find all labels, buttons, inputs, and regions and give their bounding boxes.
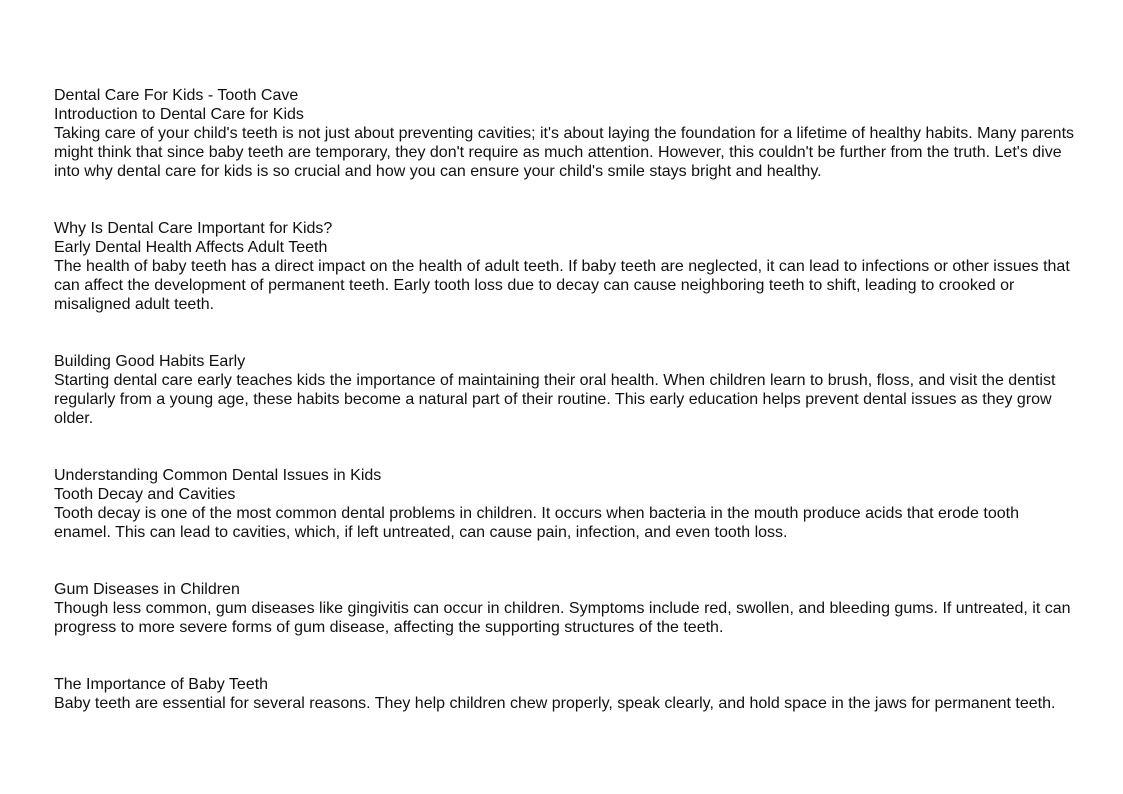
gum-diseases-paragraph: Though less common, gum diseases like gingivitis can occur in children. Symptoms include red, swollen, and bleeding gums. If untreated, it can progress to more severe forms of gum disease, affecting the supporting structures of the teeth.	[54, 600, 1071, 636]
baby-teeth-section	[54, 675, 1079, 713]
why-important-heading: Why Is Dental Care Important for Kids?	[54, 220, 333, 237]
tooth-decay-paragraph: Tooth decay is one of the most common dental problems in children. It occurs when bacteria in the mouth produce acids that erode tooth enamel. This can lead to cavities, which, if left untreated, can cause pain, infection, and even tooth loss.	[54, 505, 1019, 541]
common-issues-section	[54, 466, 1079, 542]
page-title: Dental Care For Kids - Tooth Cave	[54, 87, 299, 104]
tooth-decay-subheading: Tooth Decay and Cavities	[54, 486, 236, 503]
document-body	[54, 86, 1079, 751]
baby-teeth-heading: The Importance of Baby Teeth	[54, 676, 269, 693]
habits-section	[54, 352, 1079, 428]
intro-paragraph: Taking care of your child's teeth is not just about preventing cavities; it's about laying the foundation for a lifetime of healthy habits. Many parents might think that since baby teeth are temporary, they don't require as much attention. However, this couldn't be further from the truth. Let's dive into why dental care for kids is so crucial and how you can ensure your child's smile stays bright and healthy.	[54, 125, 1075, 180]
early-dental-health-paragraph: The health of baby teeth has a direct impact on the health of adult teeth. If baby teeth are neglected, it can lead to infections or other issues that can affect the development of permanent teeth. Early tooth loss due to decay can cause neighboring teeth to shift, leading to crooked or misaligned adult teeth.	[54, 258, 1070, 313]
habits-paragraph: Starting dental care early teaches kids the importance of maintaining their oral health. When children learn to brush, floss, and visit the dentist regularly from a young age, these habits become a natural part of their routine. This early education helps prevent dental issues as they grow older.	[54, 372, 1056, 427]
intro-section	[54, 86, 1079, 181]
intro-heading: Introduction to Dental Care for Kids	[54, 106, 304, 123]
early-dental-health-subheading: Early Dental Health Affects Adult Teeth	[54, 239, 328, 256]
why-important-section	[54, 219, 1079, 314]
habits-heading: Building Good Habits Early	[54, 353, 246, 370]
baby-teeth-paragraph: Baby teeth are essential for several reasons. They help children chew properly, speak clearly, and hold space in the jaws for permanent teeth.	[54, 695, 1056, 712]
gum-diseases-section	[54, 580, 1079, 637]
common-issues-heading: Understanding Common Dental Issues in Kids	[54, 467, 382, 484]
gum-diseases-heading: Gum Diseases in Children	[54, 581, 240, 598]
